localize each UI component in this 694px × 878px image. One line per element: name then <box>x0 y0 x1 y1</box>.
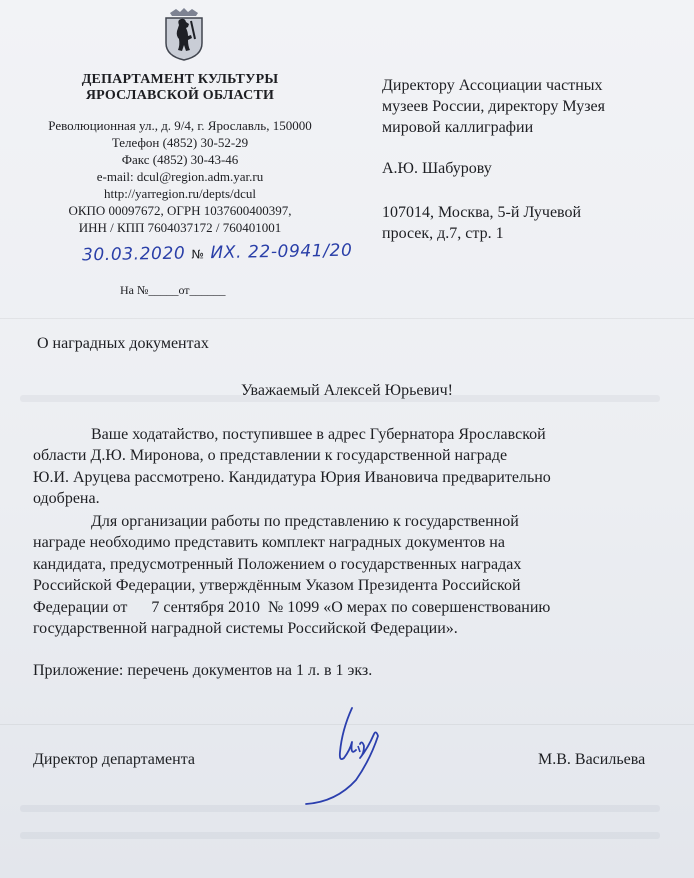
paragraph-line: одобрена. <box>33 490 100 508</box>
handwritten-registration <box>82 241 353 266</box>
addressee-title-line: Директору Ассоциации частных <box>382 77 603 94</box>
body-paragraph-1 <box>33 424 665 510</box>
paragraph-line: кандидата, предусмотренный Положением о государственных наградах <box>33 555 522 573</box>
department-name: ДЕПАРТАМЕНТ КУЛЬТУРЫ ЯРОСЛАВСКОЙ ОБЛАСТИ <box>81 72 279 103</box>
number-sign: № <box>191 247 205 262</box>
paragraph-line: Ваше ходатайство, поступившее в адрес Губернатора Ярославской <box>91 426 546 443</box>
department-fax: Факс (4852) 30-43-46 <box>121 152 239 167</box>
department-email: e-mail: dcul@region.adm.yar.ru <box>96 169 264 184</box>
paragraph-line: Для организации работы по представлению к государственной <box>91 513 519 530</box>
department-website: http://yarregion.ru/depts/dcul <box>104 186 256 201</box>
paragraph-line: государственной наградной системы Российской Федерации». <box>33 620 458 638</box>
attachment-note: Приложение: перечень документов на 1 л. в 1 экз. <box>33 662 373 679</box>
reply-reference-line: На №_____от______ <box>120 283 226 297</box>
addressee-title-line: мировой каллиграфии <box>382 119 534 136</box>
addressee-address-line: просек, д.7, стр. 1 <box>382 225 504 242</box>
paper-fold <box>0 318 694 319</box>
addressee-address-line: 107014, Москва, 5-й Лучевой <box>382 204 582 221</box>
handwritten-date: 30.03.2020 <box>81 243 186 266</box>
paragraph-line: Федерации от 7 сентября 2010 № 1099 «О мерах по совершенствованию <box>33 598 551 616</box>
addressee-name: А.Ю. Шабурову <box>382 160 492 177</box>
signatory-name: М.В. Васильева <box>538 751 646 768</box>
handwritten-outgoing-number: ИХ. 22-0941/20 <box>210 240 353 264</box>
department-tax-codes: ИНН / КПП 7604037172 / 760401001 <box>78 220 282 235</box>
paragraph-line: Российской Федерации, утверждённым Указом Президента Российской <box>33 577 521 595</box>
department-phone: Телефон (4852) 30-52-29 <box>111 135 249 150</box>
paragraph-line: Ю.И. Аруцева рассмотрено. Кандидатура Юрия Ивановича предварительно <box>33 468 551 486</box>
coat-of-arms-icon <box>162 3 206 61</box>
salutation: Уважаемый Алексей Юрьевич! <box>241 382 453 399</box>
show-through-text <box>20 832 660 839</box>
paragraph-line: области Д.Ю. Миронова, о представлении к государственной награде <box>33 447 508 465</box>
signatory-position: Директор департамента <box>33 751 195 768</box>
addressee-title-line: музеев России, директору Музея <box>382 98 605 115</box>
handwritten-signature-icon <box>290 700 410 810</box>
department-address: Революционная ул., д. 9/4, г. Ярославль, 150000 <box>48 118 312 133</box>
paragraph-line: награде необходимо представить комплект наградных документов на <box>33 534 505 552</box>
department-codes: ОКПО 00097672, ОГРН 1037600400397, <box>68 203 292 218</box>
body-paragraph-2 <box>33 511 665 639</box>
letter-subject: О наградных документах <box>37 335 209 352</box>
